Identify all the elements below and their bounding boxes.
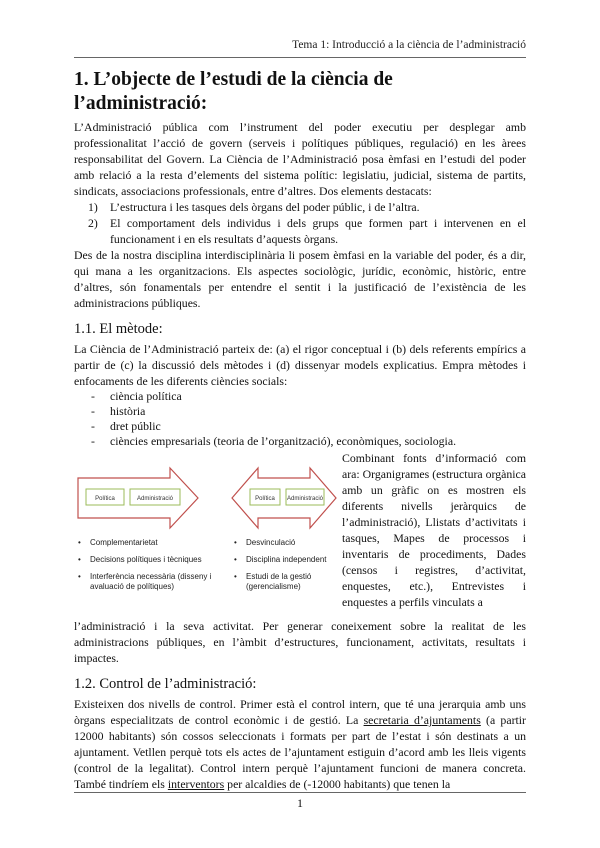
section-1-1-heading: 1.1. El mètode: (74, 321, 163, 337)
section-1-2-text: Existeixen dos nivells de control. Primer està el control intern, que té una jerarquia amb uns òrgans especialitzats de control econòmic i de gestió. La secretaria d’ajuntaments (a partir 12000 habitants) són cossos seleccionats i formats per part de l’estat i són destinats a un ajuntament. Vetllen perquè tots els actes de l’ajuntament estiguin d’acord amb les lleis vigents (control de la legalitat). Control intern perquè l’ajuntament funcioni de manera concreta. També tindríem els interventors per alcaldies de (-12000 habitants) que tenen la (74, 697, 526, 791)
list-item: • Desvinculació (234, 538, 296, 547)
diagram-arrows (74, 464, 338, 534)
secretaria-link[interactable]: secretaria d’ajuntaments (363, 713, 481, 727)
list-item: 2) El comportament dels individus i dels grups que formen part i intervenen en el funcionament i en els resultats d’aquests òrgans. (88, 216, 526, 246)
left-points-list (76, 538, 226, 599)
administracio-label: Administració (136, 496, 174, 502)
list-item: - dret públic (91, 419, 161, 433)
section-1-closing: Des de la nostra disciplina interdisciplinària li posem èmfasi en la variable del poder, és a dir, qui mana a les organitzacions. Els aspectes sociològic, jurídic, econòmic, històric, entre d’altres, són fonamentals per entendre el sentit i la justificació de l’existència de les administracions públiques. (74, 248, 526, 310)
section-1-2-heading: 1.2. Control de l’administració: (74, 676, 257, 692)
figure-with-wrapped-text (74, 450, 526, 618)
administracio-label-right: Administració (286, 496, 324, 502)
list-item: • Decisions polítiques i tècniques (78, 555, 202, 564)
page-number: 1 (297, 796, 303, 810)
list-item: • Complementarietat (78, 538, 158, 547)
interventors-link[interactable]: interventors (167, 777, 225, 791)
page-content (74, 68, 526, 792)
politica-label: Política (95, 496, 115, 502)
list-item: - ciències empresarials (teoria de l’organització), econòmiques, sociologia. (91, 434, 457, 448)
disciplines-list (74, 389, 526, 449)
list-item: - ciència política (91, 389, 182, 403)
politics-administration-diagram (74, 464, 338, 614)
section-1-numbered-list (74, 199, 526, 247)
section-1-heading: 1. L’objecte de l’estudi de la ciència de l’administració: (74, 69, 393, 114)
list-item: 1) L’estructura i les tasques dels òrgans del poder públic, i de l’altra. (88, 200, 420, 214)
list-item: - història (91, 404, 146, 418)
list-item: • Interferència necessària (disseny i avaluació de polítiques) (78, 572, 212, 591)
section-1-intro: L’Administració pública com l’instrument del poder executiu per desplegar amb professionalitat l’acció de govern (serveis i polítiques públiques, regulació) en les àrees responsabilitat del Govern. La Ciència de l’Administració posa èmfasi en l’estudi del poder amb relació a la resta d’elements del sistema polític: legislatiu, judicial, sistema de partits, sindicats, associacions professionals, entre d’altres. Dos elements destacats: (74, 120, 526, 198)
right-points-list (232, 538, 340, 599)
list-item: • Disciplina independent (234, 555, 327, 564)
section-1-1-continuation: l’administració i la seva activitat. Per generar coneixement sobre la realitat de les administracions públiques, en l’àmbit d’estructures, funcionament, activitats, resultats i impactes. (74, 619, 526, 665)
section-1-1-intro: La Ciència de l’Administració parteix de: (a) el rigor conceptual i (b) dels referents empírics a partir de (c) la discussió dels mètodes i (d) dissenyar models explicatius. Empra mètodes i enfocaments de les diferents ciències socials: (74, 342, 526, 388)
header-divider (74, 57, 526, 58)
politica-label-right: Política (255, 496, 275, 502)
information-sources-text: Combinant fonts d’informació com ara: Organigrames (estructura orgànica amb un gràfic on es mostren els diferents nivells jeràrquics de l’administració), Llistats d’activitats i tasques, Mapes de processos i inventaris de procediments, Dades (censos i registres, d’activitat, enquestes, etc.), Entrevistes i enquestes a perfils vinculats a (342, 451, 526, 609)
footer-divider (74, 792, 526, 793)
running-header: Tema 1: Introducció a la ciència de l’administració (292, 39, 526, 51)
list-item: • Estudi de la gestió (gerencialisme) (234, 572, 312, 591)
